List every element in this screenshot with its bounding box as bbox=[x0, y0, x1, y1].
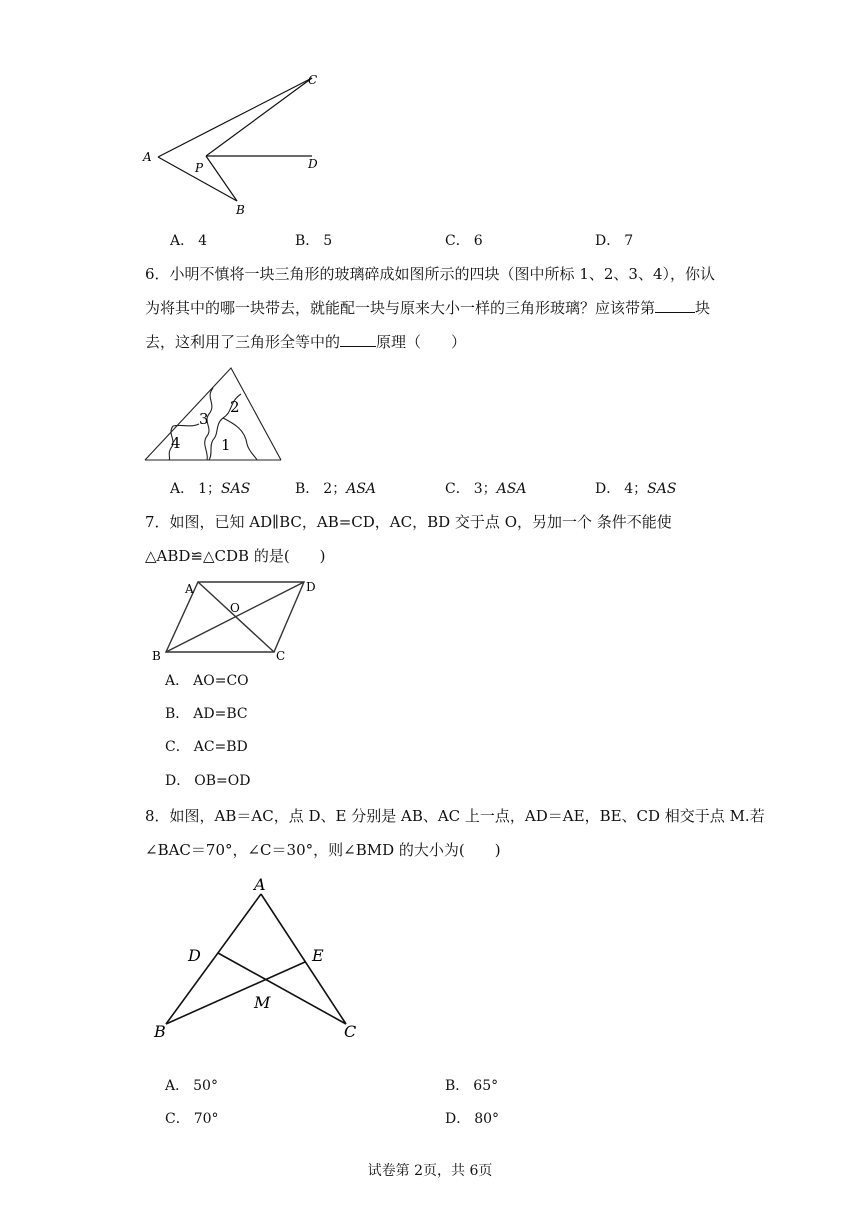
label-a: A bbox=[185, 582, 194, 596]
q7-option-d[interactable]: D． OB=OD bbox=[165, 773, 251, 789]
q6-option-d[interactable]: D． 4；SAS bbox=[595, 481, 677, 497]
label-m: M bbox=[254, 993, 271, 1012]
label-c: C bbox=[308, 73, 318, 87]
label-b: B bbox=[154, 1022, 166, 1041]
piece-1-label: 1 bbox=[221, 436, 231, 454]
q6-option-c[interactable]: C． 3；ASA bbox=[445, 481, 527, 497]
q8-option-c[interactable]: C． 70° bbox=[165, 1111, 219, 1127]
label-o: O bbox=[230, 601, 240, 615]
page-footer: 试卷第 2页，共 6页 bbox=[367, 1163, 493, 1179]
q6-blank-2[interactable] bbox=[340, 332, 376, 347]
label-c: C bbox=[344, 1022, 357, 1041]
piece-4-label: 4 bbox=[171, 434, 181, 452]
q5-option-a[interactable]: A． 4 bbox=[170, 233, 208, 249]
q8-line-1: 8．如图，AB＝AC，点 D、E 分别是 AB、AC 上一点，AD＝AE，BE、CD 相交于点 M.若 bbox=[145, 807, 765, 825]
q6-line-1: 6．小明不慎将一块三角形的玻璃碎成如图所示的四块（图中所标 1、2、3、4），你认 bbox=[145, 265, 715, 283]
q7-option-b[interactable]: B． AD=BC bbox=[165, 706, 248, 722]
q5-option-c[interactable]: C． 6 bbox=[445, 233, 483, 249]
label-e: E bbox=[312, 946, 324, 965]
q7-line-1: 7．如图，已知 AD∥BC，AB=CD，AC，BD 交于点 O，另加一个 条件不能使 bbox=[145, 513, 672, 531]
figure-q6 bbox=[143, 364, 285, 464]
label-d: D bbox=[306, 580, 316, 594]
label-a: A bbox=[254, 875, 266, 894]
figure-q7 bbox=[146, 574, 326, 666]
piece-2-label: 2 bbox=[230, 398, 240, 416]
label-a: A bbox=[143, 150, 152, 164]
q6-blank-1[interactable] bbox=[655, 298, 695, 313]
figure-q8 bbox=[150, 874, 370, 1044]
label-p: P bbox=[195, 161, 204, 175]
figure-q5 bbox=[140, 68, 340, 218]
label-d: D bbox=[308, 157, 318, 171]
label-b: B bbox=[236, 203, 245, 217]
q8-line-2: ∠BAC＝70°，∠C＝30°，则∠BMD 的大小为( ) bbox=[145, 841, 501, 859]
q6-line-2: 为将其中的哪一块带去，就能配一块与原来大小一样的三角形玻璃？应该带第 块 bbox=[145, 299, 711, 317]
q8-option-b[interactable]: B． 65° bbox=[445, 1078, 499, 1094]
q6-line-3: 去，这利用了三角形全等中的 原理（ ） bbox=[145, 333, 467, 351]
piece-3-label: 3 bbox=[199, 410, 209, 428]
q7-line-2: △ABD≌△CDB 的是( ) bbox=[145, 547, 326, 565]
q6-option-a[interactable]: A． 1；SAS bbox=[170, 481, 251, 497]
q5-option-d[interactable]: D． 7 bbox=[595, 233, 634, 249]
q8-option-a[interactable]: A． 50° bbox=[165, 1078, 218, 1094]
label-d: D bbox=[188, 946, 201, 965]
q6-option-b[interactable]: B． 2；ASA bbox=[295, 481, 377, 497]
q7-option-c[interactable]: C． AC=BD bbox=[165, 739, 248, 755]
q7-option-a[interactable]: A． AO=CO bbox=[165, 673, 249, 689]
label-c: C bbox=[276, 649, 286, 663]
q5-option-b[interactable]: B． 5 bbox=[295, 233, 333, 249]
q8-option-d[interactable]: D． 80° bbox=[445, 1111, 500, 1127]
label-b: B bbox=[152, 649, 161, 663]
